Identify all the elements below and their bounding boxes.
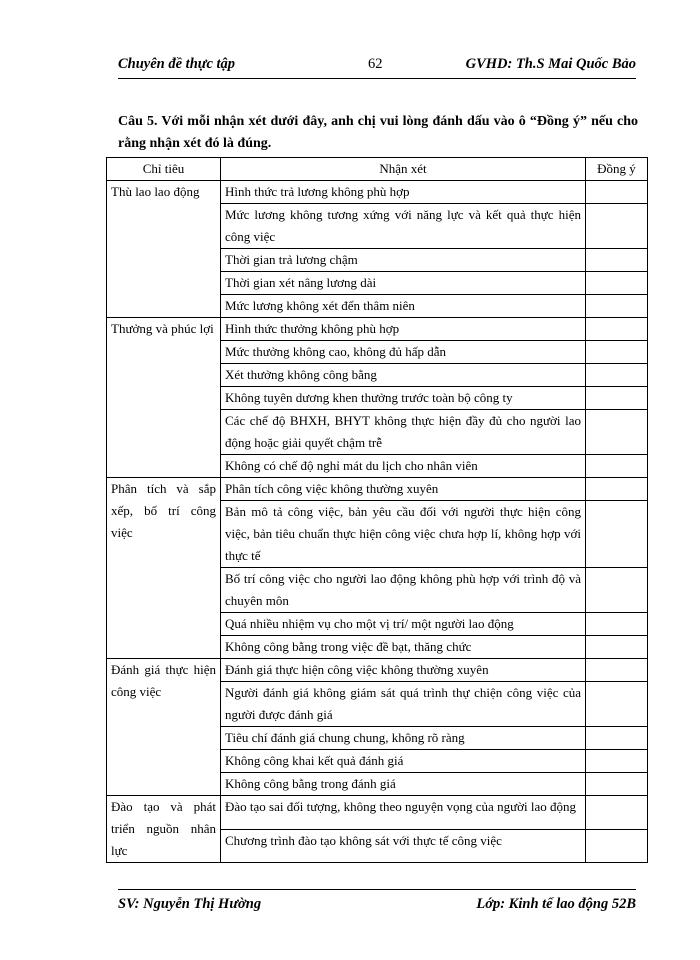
remark-cell: Đánh giá thực hiện công việc không thường xuyên	[221, 659, 586, 682]
header-supervisor: GVHD: Th.S Mai Quốc Bảo	[465, 56, 636, 72]
criterion-cell: Phân tích và sắp xếp, bố trí công việc	[107, 478, 221, 659]
footer-class: Lớp: Kinh tế lao động 52B	[476, 896, 636, 912]
page-number: 62	[368, 56, 383, 72]
agree-checkbox-cell[interactable]	[586, 295, 648, 318]
criterion-cell: Thưởng và phúc lợi	[107, 318, 221, 478]
agree-checkbox-cell[interactable]	[586, 796, 648, 830]
remark-cell: Không có chế độ nghỉ mát du lịch cho nhân viên	[221, 455, 586, 478]
remark-cell: Hình thức trả lương không phù hợp	[221, 181, 586, 204]
agree-checkbox-cell[interactable]	[586, 249, 648, 272]
remark-cell: Hình thức thưởng không phù hợp	[221, 318, 586, 341]
agree-checkbox-cell[interactable]	[586, 727, 648, 750]
page-header	[118, 56, 636, 78]
agree-checkbox-cell[interactable]	[586, 659, 648, 682]
remark-cell: Chương trình đào tạo không sát với thực tế công việc	[221, 829, 586, 863]
remark-cell: Không công khai kết quả đánh giá	[221, 750, 586, 773]
survey-table	[106, 157, 648, 863]
agree-checkbox-cell[interactable]	[586, 181, 648, 204]
remark-cell: Thời gian trả lương chậm	[221, 249, 586, 272]
agree-checkbox-cell[interactable]	[586, 272, 648, 295]
remark-cell: Mức lương không tương xứng với năng lực và kết quả thực hiện công việc	[221, 204, 586, 249]
agree-checkbox-cell[interactable]	[586, 613, 648, 636]
remark-cell: Bố trí công việc cho người lao động không phù hợp với trình độ và chuyên môn	[221, 568, 586, 613]
table-body	[107, 181, 648, 863]
agree-checkbox-cell[interactable]	[586, 750, 648, 773]
question-text: Câu 5. Với mỗi nhận xét dưới đây, anh chị vui lòng đánh dấu vào ô “Đồng ý” nếu cho rằng nhận xét đó là đúng.	[118, 114, 638, 151]
agree-checkbox-cell[interactable]	[586, 455, 648, 478]
remark-cell: Mức thưởng không cao, không đủ hấp dẫn	[221, 341, 586, 364]
remark-cell: Phân tích công việc không thường xuyên	[221, 478, 586, 501]
remark-cell: Không công bằng trong việc đề bạt, thăng chức	[221, 636, 586, 659]
footer-student: SV: Nguyễn Thị Hường	[118, 896, 262, 912]
agree-checkbox-cell[interactable]	[586, 387, 648, 410]
agree-checkbox-cell[interactable]	[586, 501, 648, 568]
remark-cell: Đào tạo sai đối tượng, không theo nguyện vọng của người lao động	[221, 796, 586, 830]
agree-checkbox-cell[interactable]	[586, 773, 648, 796]
agree-checkbox-cell[interactable]	[586, 204, 648, 249]
remark-cell: Người đánh giá không giám sát quá trình thự chiện công việc của người được đánh giá	[221, 682, 586, 727]
agree-checkbox-cell[interactable]	[586, 478, 648, 501]
footer-divider	[118, 889, 636, 890]
header-divider	[118, 78, 636, 79]
agree-checkbox-cell[interactable]	[586, 364, 648, 387]
agree-checkbox-cell[interactable]	[586, 410, 648, 455]
agree-checkbox-cell[interactable]	[586, 341, 648, 364]
remark-cell: Không tuyên dương khen thưởng trước toàn bộ công ty	[221, 387, 586, 410]
header-title: Chuyên đề thực tập	[118, 56, 236, 72]
agree-checkbox-cell[interactable]	[586, 636, 648, 659]
remark-cell: Mức lương không xét đến thâm niên	[221, 295, 586, 318]
remark-cell: Xét thưởng không công bằng	[221, 364, 586, 387]
remark-cell: Quá nhiều nhiệm vụ cho một vị trí/ một người lao động	[221, 613, 586, 636]
remark-cell: Tiêu chí đánh giá chung chung, không rõ ràng	[221, 727, 586, 750]
agree-checkbox-cell[interactable]	[586, 682, 648, 727]
agree-checkbox-cell[interactable]	[586, 568, 648, 613]
remark-cell: Thời gian xét nâng lương dài	[221, 272, 586, 295]
column-header-criterion: Chỉ tiêu	[107, 158, 221, 181]
agree-checkbox-cell[interactable]	[586, 318, 648, 341]
table-row	[107, 181, 648, 204]
agree-checkbox-cell[interactable]	[586, 829, 648, 863]
table-row	[107, 796, 648, 830]
column-header-remark: Nhận xét	[221, 158, 586, 181]
remark-cell: Các chế độ BHXH, BHYT không thực hiện đầy đủ cho người lao động hoặc giải quyết chậm trễ	[221, 410, 586, 455]
page-footer	[118, 896, 636, 918]
criterion-cell: Đào tạo và phát triển nguồn nhân lực	[107, 796, 221, 863]
table-row	[107, 478, 648, 501]
remark-cell: Bản mô tả công việc, bản yêu cầu đối với người thực hiện công việc, bản tiêu chuẩn thực hiện công việc chưa hợp lí, không hợp với thực tế	[221, 501, 586, 568]
table-row	[107, 659, 648, 682]
table-header-row	[107, 158, 648, 181]
criterion-cell: Thù lao lao động	[107, 181, 221, 318]
column-header-agree: Đồng ý	[586, 158, 648, 181]
criterion-cell: Đánh giá thực hiện công việc	[107, 659, 221, 796]
table-row	[107, 318, 648, 341]
remark-cell: Không công bằng trong đánh giá	[221, 773, 586, 796]
